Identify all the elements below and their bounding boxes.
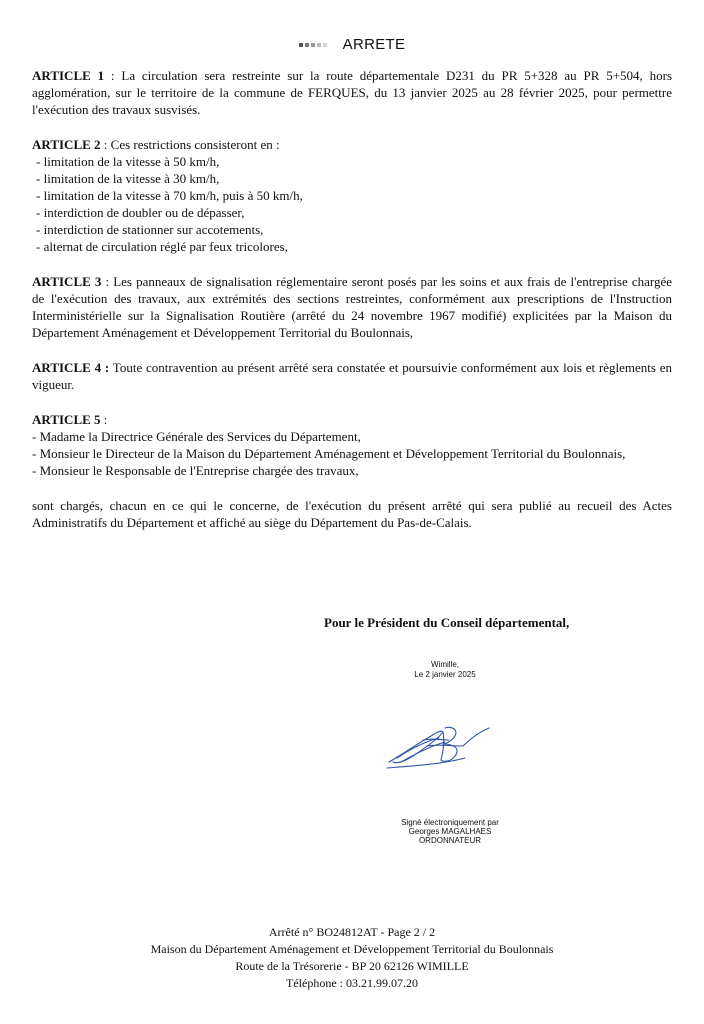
- place: Wimille,: [431, 660, 459, 669]
- article-3: [32, 273, 672, 341]
- place-date: [380, 660, 510, 680]
- article-4-label: ARTICLE 4 :: [32, 360, 110, 375]
- list-item: - Monsieur le Responsable de l'Entreprise chargée des travaux,: [32, 463, 359, 478]
- article-5-text: :: [100, 412, 108, 427]
- article-2-label: ARTICLE 2: [32, 137, 101, 152]
- date: Le 2 janvier 2025: [414, 670, 476, 679]
- dot: [305, 43, 309, 47]
- document-body: [32, 67, 672, 531]
- handwritten-signature-icon: [383, 718, 495, 774]
- list-item: - Madame la Directrice Générale des Services du Département,: [32, 429, 361, 444]
- article-1: [32, 67, 672, 118]
- footer-phone: Téléphone : 03.21.99.07.20: [286, 976, 418, 990]
- article-2-text: : Ces restrictions consisteront en :: [100, 137, 280, 152]
- list-item: - limitation de la vitesse à 30 km/h,: [36, 171, 220, 186]
- article-4-text: Toute contravention au présent arrêté sera constatée et poursuivie conformément aux lois et règlements en vigueur.: [32, 360, 672, 392]
- dot: [299, 43, 303, 47]
- list-item: - alternat de circulation réglé par feux tricolores,: [36, 239, 288, 254]
- article-1-label: ARTICLE 1: [32, 68, 105, 83]
- signer-role: ORDONNATEUR: [418, 836, 482, 845]
- article-5: [32, 411, 672, 428]
- signer-name: Georges MAGALHAES: [408, 827, 492, 836]
- article-1-text: : La circulation sera restreinte sur la route départementale D231 du PR 5+328 au PR 5+504, hors agglomération, sur le territoire de la commune de FERQUES, du 13 janvier 2025 au 28 février 2025, pour permettre l'exécution des travaux susvisés.: [32, 68, 672, 117]
- list-item: - limitation de la vitesse à 50 km/h,: [36, 154, 220, 169]
- dot: [311, 43, 315, 47]
- article-5-list: [32, 428, 672, 479]
- decorative-dots-icon: [299, 35, 329, 53]
- footer-ref: Arrêté n° BO24812AT - Page 2 / 2: [268, 925, 436, 939]
- article-2-list: [32, 153, 672, 255]
- document-header: [0, 35, 704, 57]
- dot: [323, 43, 327, 47]
- article-4: [32, 359, 672, 393]
- dot: [317, 43, 321, 47]
- list-item: - interdiction de doubler ou de dépasser,: [36, 205, 245, 220]
- article-3-text: : Les panneaux de signalisation réglementaire seront posés par les soins et aux frais de l'entreprise chargée de l'exécution des travaux, aux extrémités des sections restreintes, conformément aux prescriptions de l'Instruction Interministérielle sur la Signalisation Routière (arrêté du 24 novembre 1967 modifié) explicitées par la Maison du Département Aménagement et Développement Territorial du Boulonnais,: [32, 274, 673, 340]
- list-item: - interdiction de stationner sur accotements,: [36, 222, 264, 237]
- article-2: [32, 136, 672, 153]
- article-5-label: ARTICLE 5: [32, 412, 101, 427]
- footer-address: Route de la Trésorerie - BP 20 62126 WIMILLE: [235, 959, 469, 973]
- signed-line: Signé électroniquement par: [401, 818, 499, 827]
- list-item: - Monsieur le Directeur de la Maison du Département Aménagement et Développement Territorial du Boulonnais,: [32, 446, 626, 461]
- electronic-signature-block: [375, 818, 525, 845]
- article-3-label: ARTICLE 3: [32, 274, 102, 289]
- signature-title: Pour le Président du Conseil départemental,: [324, 615, 570, 630]
- document-title: ARRETE: [342, 35, 406, 53]
- footer-org: Maison du Département Aménagement et Développement Territorial du Boulonnais: [150, 942, 554, 956]
- article-5-closing: sont chargés, chacun en ce qui le concerne, de l'exécution du présent arrêté qui sera publié au recueil des Actes Administratifs du Département et affiché au siège du Département du Pas-de-Calais.: [32, 498, 672, 530]
- page-footer: [0, 924, 704, 992]
- list-item: - limitation de la vitesse à 70 km/h, puis à 50 km/h,: [36, 188, 303, 203]
